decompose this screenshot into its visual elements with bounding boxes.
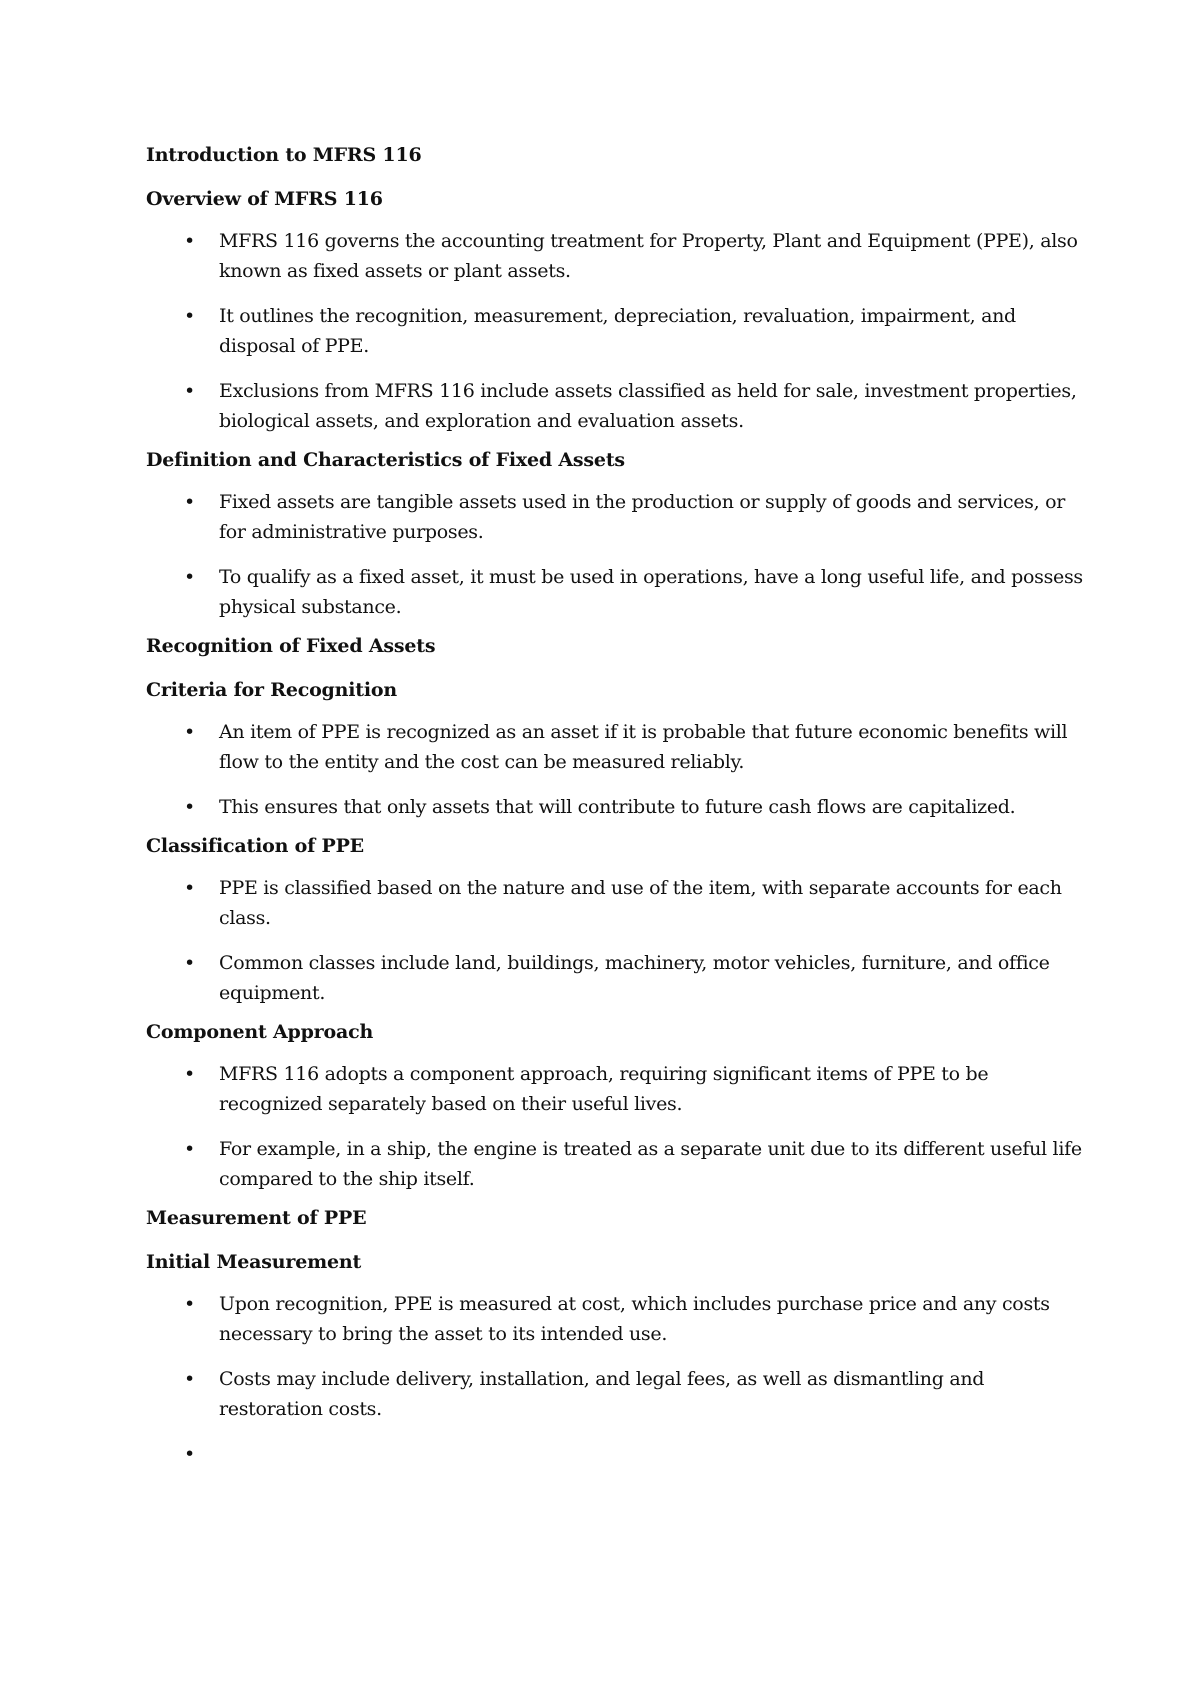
bullet-icon: • <box>184 230 195 252</box>
list-item-text: Common classes include land, buildings, machinery, motor vehicles, furniture, and office equipment. <box>219 952 1050 1004</box>
bullet-list <box>146 873 1086 1008</box>
bullet-list <box>146 1059 1086 1194</box>
list-item-text: This ensures that only assets that will contribute to future cash flows are capitalized. <box>219 796 1016 818</box>
section-heading: Overview of MFRS 116 <box>146 188 383 210</box>
list-item <box>146 376 1086 436</box>
bullet-list <box>146 487 1086 622</box>
list-item <box>146 487 1086 547</box>
list-item-text: MFRS 116 governs the accounting treatment for Property, Plant and Equipment (PPE), also known as fixed assets or plant assets. <box>219 230 1078 282</box>
list-item-text: To qualify as a fixed asset, it must be used in operations, have a long useful life, and possess physical substance. <box>219 566 1083 618</box>
bullet-list <box>146 226 1086 436</box>
list-item-text: An item of PPE is recognized as an asset if it is probable that future economic benefits will flow to the entity and the cost can be measured reliably. <box>219 721 1068 773</box>
list-item-text: Fixed assets are tangible assets used in the production or supply of goods and services, or for administrative purposes. <box>219 491 1065 543</box>
subsection-heading: Classification of PPE <box>146 835 364 857</box>
list-item <box>146 873 1086 933</box>
bullet-icon: • <box>184 566 195 588</box>
bullet-icon: • <box>184 1368 195 1390</box>
bullet-icon: • <box>184 1063 195 1085</box>
list-item <box>146 717 1086 777</box>
list-item <box>146 301 1086 361</box>
subsection-heading: Component Approach <box>146 1021 374 1043</box>
list-item <box>146 792 1086 822</box>
list-item-text <box>219 1439 1086 1469</box>
bullet-icon: • <box>184 305 195 327</box>
list-item-text: PPE is classified based on the nature and use of the item, with separate accounts for each class. <box>219 877 1062 929</box>
bullet-icon: • <box>184 952 195 974</box>
list-item <box>146 1364 1086 1424</box>
bullet-icon: • <box>184 721 195 743</box>
bullet-list <box>146 717 1086 822</box>
bullet-icon: • <box>184 877 195 899</box>
section-heading: Recognition of Fixed Assets <box>146 635 436 657</box>
document-title: Introduction to MFRS 116 <box>146 144 422 166</box>
list-item <box>146 1439 1086 1469</box>
list-item <box>146 1059 1086 1119</box>
section-heading: Definition and Characteristics of Fixed Assets <box>146 449 625 471</box>
bullet-icon: • <box>184 491 195 513</box>
list-item <box>146 1134 1086 1194</box>
subsection-heading: Initial Measurement <box>146 1251 362 1273</box>
list-item-text: Exclusions from MFRS 116 include assets classified as held for sale, investment properties, biological assets, and exploration and evaluation assets. <box>219 380 1077 432</box>
list-item <box>146 948 1086 1008</box>
bullet-list <box>146 1289 1086 1469</box>
section-heading: Measurement of PPE <box>146 1207 367 1229</box>
bullet-icon: • <box>184 1293 195 1315</box>
list-item-text: Costs may include delivery, installation, and legal fees, as well as dismantling and restoration costs. <box>219 1368 985 1420</box>
bullet-icon: • <box>184 380 195 402</box>
document-page <box>146 143 1086 1469</box>
list-item-text: For example, in a ship, the engine is treated as a separate unit due to its different useful life compared to the ship itself. <box>219 1138 1082 1190</box>
list-item-text: Upon recognition, PPE is measured at cost, which includes purchase price and any costs necessary to bring the asset to its intended use. <box>219 1293 1050 1345</box>
list-item <box>146 1289 1086 1349</box>
list-item-text: It outlines the recognition, measurement, depreciation, revaluation, impairment, and disposal of PPE. <box>219 305 1016 357</box>
list-item-text: MFRS 116 adopts a component approach, requiring significant items of PPE to be recognized separately based on their useful lives. <box>219 1063 989 1115</box>
bullet-icon: • <box>184 1138 195 1160</box>
list-item <box>146 562 1086 622</box>
bullet-icon: • <box>184 796 195 818</box>
list-item <box>146 226 1086 286</box>
bullet-icon: • <box>184 1443 195 1465</box>
subsection-heading: Criteria for Recognition <box>146 679 397 701</box>
